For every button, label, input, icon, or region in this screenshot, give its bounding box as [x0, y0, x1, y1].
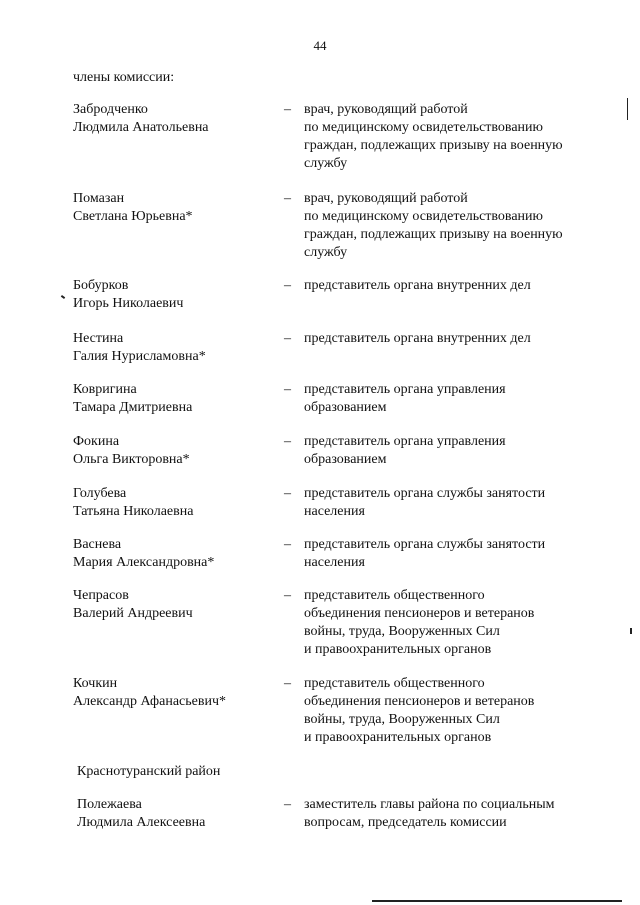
- role-line: войны, труда, Вооруженных Сил: [304, 712, 500, 727]
- page-number: 44: [313, 38, 327, 53]
- entry-dash: –: [284, 797, 291, 812]
- scan-mark: [61, 295, 65, 299]
- member-role: [304, 433, 604, 469]
- member-surname: Нестина: [73, 331, 124, 346]
- member-role: [304, 587, 604, 659]
- entry-dash: –: [284, 278, 291, 293]
- member-given-names: Светлана Юрьевна*: [73, 209, 193, 224]
- entry-dash: –: [284, 434, 291, 449]
- entry-dash: –: [284, 676, 291, 691]
- role-line: заместитель главы района по социальным: [304, 797, 555, 812]
- role-line: населения: [304, 555, 365, 570]
- role-line: объединения пенсионеров и ветеранов: [304, 606, 535, 621]
- member-role: [304, 675, 604, 747]
- role-line: и правоохранительных органов: [304, 730, 492, 745]
- role-line: врач, руководящий работой: [304, 191, 468, 206]
- member-name: [73, 675, 273, 711]
- role-line: представитель органа управления: [304, 382, 506, 397]
- role-line: граждан, подлежащих призыву на военную: [304, 138, 563, 153]
- member-role: [304, 485, 604, 521]
- role-line: населения: [304, 504, 365, 519]
- member-name: [77, 796, 277, 832]
- page-bottom-line: [372, 900, 622, 902]
- role-line: представитель органа службы занятости: [304, 537, 546, 552]
- member-name: [73, 536, 273, 572]
- entry-dash: –: [284, 382, 291, 397]
- role-line: представитель органа управления: [304, 434, 506, 449]
- district-heading: Краснотуранский район: [77, 764, 221, 779]
- role-line: образованием: [304, 452, 387, 467]
- role-line: службу: [304, 156, 348, 171]
- member-given-names: Людмила Алексеевна: [77, 815, 206, 830]
- role-line: объединения пенсионеров и ветеранов: [304, 694, 535, 709]
- member-role: [304, 381, 604, 417]
- entry-dash: –: [284, 331, 291, 346]
- role-line: образованием: [304, 400, 387, 415]
- member-surname: Фокина: [73, 434, 120, 449]
- member-role: [304, 330, 604, 348]
- member-surname: Ковригина: [73, 382, 137, 397]
- member-name: [73, 381, 273, 417]
- member-role: [304, 277, 604, 295]
- entry-dash: –: [284, 486, 291, 501]
- role-line: представитель органа внутренних дел: [304, 278, 531, 293]
- member-surname: Кочкин: [73, 676, 118, 691]
- member-surname: Чепрасов: [73, 588, 129, 603]
- member-surname: Васнева: [73, 537, 122, 552]
- member-surname: Помазан: [73, 191, 125, 206]
- member-given-names: Татьяна Николаевна: [73, 504, 194, 519]
- member-name: [73, 587, 273, 623]
- scan-mark: [630, 628, 632, 634]
- role-line: представитель органа внутренних дел: [304, 331, 531, 346]
- role-line: представитель общественного: [304, 588, 485, 603]
- member-name: [73, 485, 273, 521]
- member-surname: Бобурков: [73, 278, 129, 293]
- entry-dash: –: [284, 191, 291, 206]
- role-line: войны, труда, Вооруженных Сил: [304, 624, 500, 639]
- member-given-names: Валерий Андреевич: [73, 606, 193, 621]
- member-name: [73, 101, 273, 137]
- member-surname: Голубева: [73, 486, 127, 501]
- member-surname: Полежаева: [77, 797, 142, 812]
- role-line: по медицинскому освидетельствованию: [304, 209, 544, 224]
- entry-dash: –: [284, 537, 291, 552]
- member-surname: Забродченко: [73, 102, 148, 117]
- member-name: [73, 433, 273, 469]
- member-name: [73, 277, 273, 313]
- member-name: [73, 330, 273, 366]
- member-given-names: Игорь Николаевич: [73, 296, 184, 311]
- member-given-names: Тамара Дмитриевна: [73, 400, 193, 415]
- entry-dash: –: [284, 102, 291, 117]
- section-intro: члены комиссии:: [73, 70, 175, 85]
- member-role: [304, 190, 604, 262]
- role-line: представитель органа службы занятости: [304, 486, 546, 501]
- member-role: [304, 536, 604, 572]
- member-given-names: Людмила Анатольевна: [73, 120, 209, 135]
- role-line: по медицинскому освидетельствованию: [304, 120, 544, 135]
- entry-dash: –: [284, 588, 291, 603]
- role-line: врач, руководящий работой: [304, 102, 468, 117]
- member-name: [73, 190, 273, 226]
- member-given-names: Ольга Викторовна*: [73, 452, 190, 467]
- role-line: представитель общественного: [304, 676, 485, 691]
- member-given-names: Александр Афанасьевич*: [73, 694, 227, 709]
- member-role: [304, 101, 604, 173]
- member-role: [304, 796, 604, 832]
- member-given-names: Галия Нурисламовна*: [73, 349, 206, 364]
- role-line: и правоохранительных органов: [304, 642, 492, 657]
- role-line: службу: [304, 245, 348, 260]
- member-given-names: Мария Александровна*: [73, 555, 215, 570]
- role-line: граждан, подлежащих призыву на военную: [304, 227, 563, 242]
- role-line: вопросам, председатель комиссии: [304, 815, 507, 830]
- scan-mark: [627, 98, 628, 120]
